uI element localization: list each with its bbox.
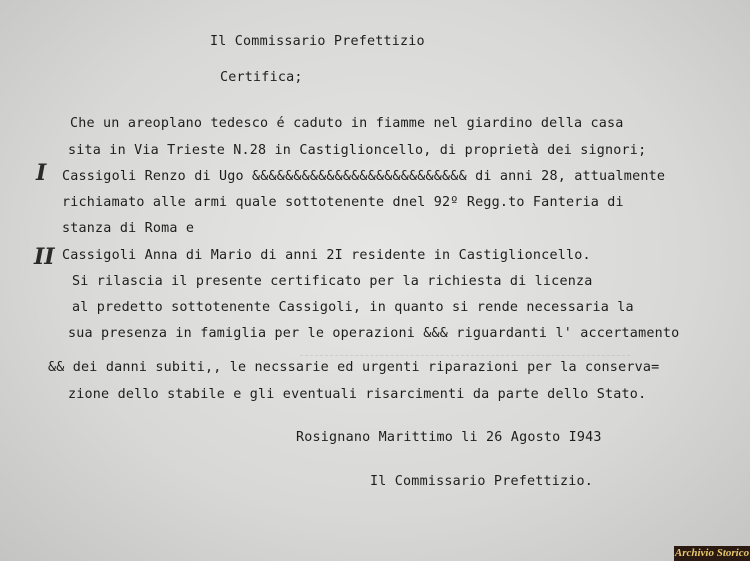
body-line-4: richiamato alle armi quale sottotenente dnel 92º Regg.to Fanteria di (62, 195, 624, 210)
place-date: Rosignano Marittimo li 26 Agosto I943 (296, 430, 602, 445)
body-line-11: zione dello stabile e gli eventuali risarcimenti da parte dello Stato. (68, 387, 647, 402)
body-line-2: sita in Via Trieste N.28 in Castiglioncello, di proprietà dei signori; (68, 143, 647, 158)
certifica-heading: Certifica; (220, 70, 303, 85)
margin-mark-one: I (36, 160, 47, 186)
margin-mark-two: II (34, 244, 55, 270)
body-line-7: Si rilascia il presente certificato per la richiesta di licenza (72, 274, 593, 289)
body-line-8: al predetto sottotenente Cassigoli, in quanto si rende necessaria la (72, 300, 634, 315)
body-line-10: && dei danni subiti,, le necssarie ed urgenti riparazioni per la conserva= (48, 360, 660, 375)
body-line-1: Che un areoplano tedesco é caduto in fiamme nel giardino della casa (70, 116, 624, 131)
body-line-9: sua presenza in famiglia per le operazioni &&& riguardanti l' accertamento (68, 326, 680, 341)
header-title: Il Commissario Prefettizio (210, 34, 425, 49)
signature: Il Commissario Prefettizio. (370, 474, 594, 489)
body-line-5: stanza di Roma e (62, 221, 195, 236)
body-line-6: Cassigoli Anna di Mario di anni 2I residente in Castiglioncello. (62, 248, 591, 263)
body-line-3: Cassigoli Renzo di Ugo &&&&&&&&&&&&&&&&&&&&&&&&&& di anni 28, attualmente (62, 169, 666, 184)
archivio-storico-watermark: Archivio Storico (674, 547, 750, 559)
